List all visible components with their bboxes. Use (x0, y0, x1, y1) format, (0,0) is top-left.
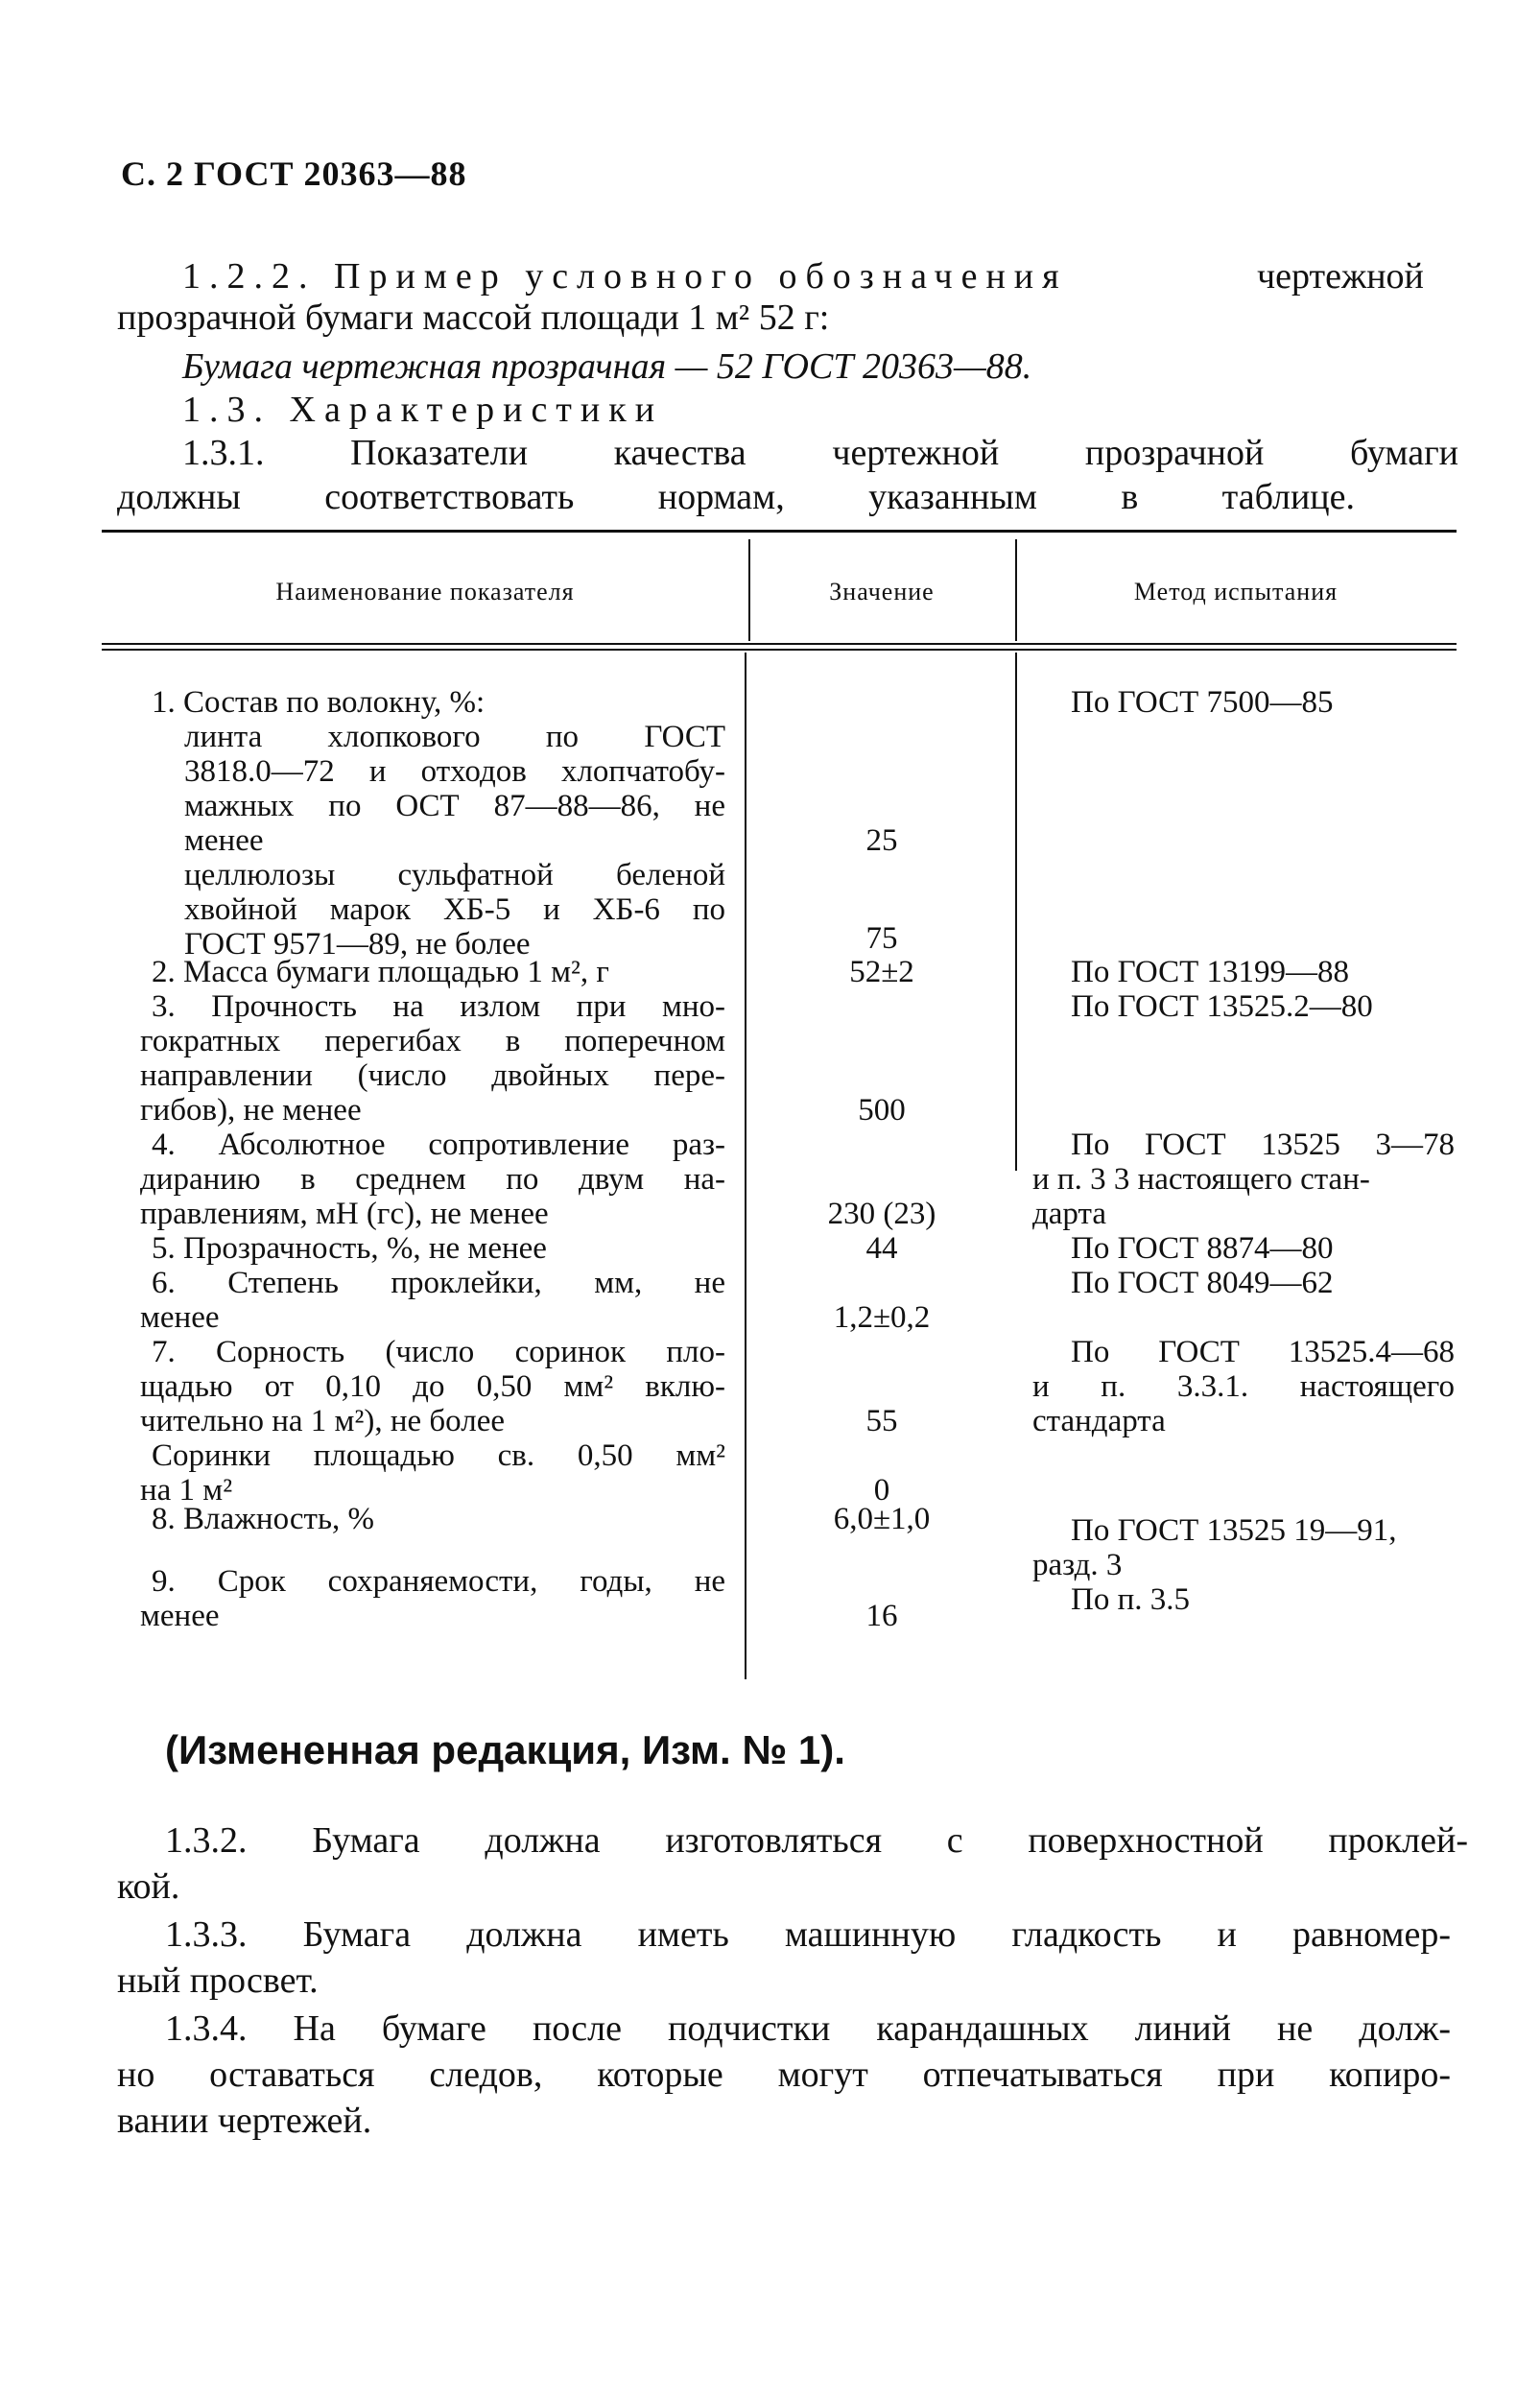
paragraph-1-2-2-line1: 1.2.2. Пример условного обозначения (182, 256, 1068, 297)
table-row: 6. Степень проклейки, мм, не менее (140, 1266, 725, 1335)
paragraph-1-3-4-line3: вании чертежей. (117, 2101, 372, 2141)
paragraph-1-3-1-line1: 1.3.1. Показатели качества чертежной прозрачной бумаги (182, 433, 1458, 473)
table-cell-value: 44 (865, 1231, 898, 1266)
table-row: 3. Прочность на излом при мно- гократных перегибах в поперечном направлении (число двойных пере- гибов), не менее (140, 989, 725, 1128)
table-cell-method: По ГОСТ 13199—88 (1071, 955, 1349, 989)
table-row: 5. Прозрачность, %, не менее (152, 1231, 547, 1266)
table-row: 1. Состав по волокну, %: линта хлопкового по ГОСТ 3818.0—72 и отходов хлопчатобу- мажных по ОСТ 87—88—86, не менее целлюлозы сульфатной беленой хвойной марок ХБ-5 и ХБ-6 по ГОСТ 9571—89, не более (152, 685, 725, 962)
quality-table (102, 530, 1457, 1681)
designation-example: Бумага чертежная прозрачная — 52 ГОСТ 20363—88. (182, 346, 1032, 387)
table-row: 4. Абсолютное сопротивление раз- диранию в среднем по двум на- правлениям, мН (гс), не менее (140, 1128, 725, 1231)
section-1-3-heading: 1.3. Характеристики (182, 390, 664, 430)
table-cell-method: По ГОСТ 13525 19—91, разд. 3 (1032, 1513, 1397, 1582)
table-cell-value: 230 (23) (827, 1197, 936, 1231)
table-cell-value: 0 (873, 1473, 890, 1508)
paragraph-1-2-2-line1-end: чертежной (1257, 256, 1424, 297)
paragraph-1-3-2-line2: кой. (117, 1866, 180, 1907)
amendment-note: (Измененная редакция, Изм. № 1). (165, 1727, 845, 1772)
table-header-value: Значение (829, 578, 935, 606)
table-cell-value: 55 (865, 1404, 898, 1438)
table-header-rule-2 (102, 649, 1457, 651)
table-cell-method: По ГОСТ 13525 3—78 и п. 3 3 настоящего стан- дарта (1032, 1128, 1455, 1231)
paragraph-1-3-4-line2: но оставаться следов, которые могут отпечатываться при копиро- (117, 2055, 1451, 2095)
table-header-method: Метод испытания (1133, 578, 1339, 606)
paragraph-1-3-3-line2: ный просвет. (117, 1960, 319, 2001)
table-col-divider-2 (1015, 653, 1017, 1171)
table-cell-value: 16 (865, 1599, 898, 1633)
table-cell-method: По ГОСТ 8874—80 (1071, 1231, 1334, 1266)
table-cell-method: По ГОСТ 8049—62 (1071, 1266, 1334, 1300)
table-header-rule-1 (102, 643, 1457, 645)
table-row: 8. Влажность, % (152, 1502, 375, 1536)
paragraph-1-3-3-line1: 1.3.3. Бумага должна иметь машинную гладкость и равномер- (165, 1914, 1451, 1955)
table-cell-method: По ГОСТ 13525.2—80 (1071, 989, 1373, 1024)
table-cell-value: 1,2±0,2 (833, 1300, 931, 1335)
table-cell-value: 75 (865, 921, 898, 956)
paragraph-1-2-2-line2: прозрачной бумаги массой площади 1 м² 52 г: (117, 297, 830, 338)
table-cell-value: 6,0±1,0 (833, 1502, 931, 1536)
table-cell-method: По ГОСТ 13525.4—68 и п. 3.3.1. настоящего стандарта (1032, 1335, 1455, 1438)
table-cell-value: 500 (858, 1093, 906, 1128)
paragraph-1-3-1-line2: должны соответствовать нормам, указанным в таблице. (117, 477, 1355, 517)
table-cell-method: По п. 3.5 (1071, 1582, 1190, 1617)
table-cell-method: По ГОСТ 7500—85 (1071, 685, 1334, 720)
table-cell-value: 25 (865, 823, 898, 858)
paragraph-1-3-4-line1: 1.3.4. На бумаге после подчистки карандашных линий не долж- (165, 2008, 1451, 2049)
table-row: 9. Срок сохраняемости, годы, не менее (140, 1564, 725, 1633)
page-header: С. 2 ГОСТ 20363—88 (121, 154, 467, 193)
table-top-rule (102, 530, 1457, 533)
table-row: 2. Масса бумаги площадью 1 м², г (152, 955, 609, 989)
table-cell-value: 52±2 (849, 955, 914, 989)
table-header-name: Наименование показателя (275, 578, 575, 606)
table-col-divider-1 (745, 653, 746, 1679)
table-row: 7. Сорность (число соринок пло- щадью от 0,10 до 0,50 мм² вклю- чительно на 1 м²), не более Соринки площадью св. 0,50 мм² на 1 м² (140, 1335, 725, 1508)
paragraph-1-3-2-line1: 1.3.2. Бумага должна изготовляться с поверхностной проклей- (165, 1820, 1468, 1861)
